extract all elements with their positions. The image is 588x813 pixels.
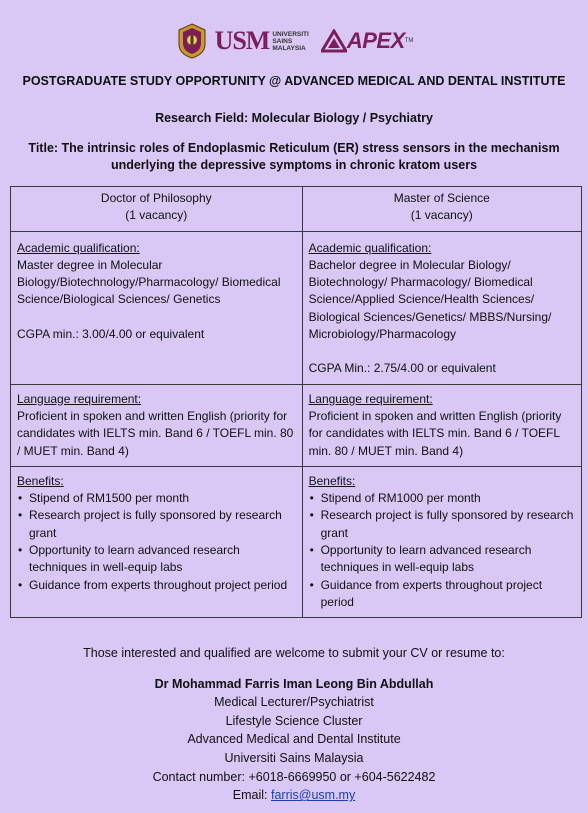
msc-header-cell: [302, 187, 581, 232]
list-item: • Guidance from experts throughout project period: [17, 577, 296, 594]
usm-logo-text: USM: [214, 26, 270, 55]
usm-full-name: UNIVERSITI SAINS MALAYSIA: [272, 30, 309, 52]
list-item: • Opportunity to learn advanced research techniques in well-equip labs: [309, 542, 575, 577]
list-item: • Stipend of RM1500 per month: [17, 490, 296, 507]
phd-benefits-list: [17, 490, 296, 594]
phd-cgpa: CGPA min.: 3.00/4.00 or equivalent: [17, 326, 205, 341]
phd-vacancy: (1 vacancy): [125, 208, 188, 223]
usm-logo: [215, 26, 309, 56]
phd-academic-cell: [11, 231, 303, 384]
msc-vacancy: (1 vacancy): [410, 208, 473, 223]
research-field: Research Field: Molecular Biology / Psychiatry: [155, 111, 433, 125]
msc-academic-label: Academic qualification:: [308, 240, 432, 255]
project-title-line-1: Title: The intrinsic roles of Endoplasmic Reticulum (ER) stress sensors in the mechanism: [28, 141, 560, 155]
phd-benefits-label: Benefits:: [17, 473, 64, 488]
footer-intro: Those interested and qualified are welcome to submit your CV or resume to:: [83, 646, 505, 660]
msc-cgpa: CGPA Min.: 2.75/4.00 or equivalent: [308, 361, 496, 376]
phd-language-text: Proficient in spoken and written English (priority for candidates with IELTS min. Band 6 / TOEFL min. 80 / MUET min. Band 4): [17, 408, 294, 458]
list-item: • Guidance from experts throughout project period: [309, 577, 575, 612]
msc-benefits-cell: [302, 466, 581, 617]
logo-bar: [0, 22, 588, 60]
phd-academic-label: Academic qualification:: [17, 240, 140, 255]
apex-logo-text: APEX: [346, 28, 405, 53]
contact-institute: Advanced Medical and Dental Institute: [187, 732, 401, 747]
phd-language-label: Language requirement:: [17, 391, 142, 406]
table-header-row: [11, 187, 582, 232]
academic-row: [11, 231, 582, 384]
contact-footer: [0, 644, 588, 805]
list-item: • Stipend of RM1000 per month: [309, 490, 575, 507]
apex-logo: [321, 28, 414, 54]
phd-language-cell: [11, 384, 303, 466]
apex-tm: TM: [404, 38, 414, 44]
msc-academic-cell: [302, 231, 581, 384]
contact-email-line: [0, 786, 588, 805]
phd-benefits-cell: [11, 466, 303, 617]
project-title-line-2: underlying the depressive symptoms in chronic kratom users: [110, 158, 478, 172]
msc-language-cell: [302, 384, 581, 466]
benefits-row: [11, 466, 582, 617]
msc-heading: Master of Science: [393, 191, 490, 205]
list-item: • Research project is fully sponsored by research grant: [17, 507, 296, 542]
msc-language-label: Language requirement:: [308, 391, 433, 406]
contact-name: Dr Mohammad Farris Iman Leong Bin Abdullah: [154, 676, 434, 691]
phd-header-cell: [11, 187, 303, 232]
language-row: [11, 384, 582, 466]
phd-academic-text: Master degree in Molecular Biology/Biotechnology/Pharmacology/ Biomedical Science/Biological Sciences/ Genetics: [17, 257, 281, 307]
contact-phone: Contact number: +6018-6669950 or +604-5622482: [152, 769, 436, 784]
contact-position: Medical Lecturer/Psychiatrist: [214, 695, 374, 710]
phd-heading: Doctor of Philosophy: [100, 191, 212, 205]
email-label: Email:: [232, 788, 271, 803]
msc-benefits-label: Benefits:: [308, 473, 356, 488]
project-title: [20, 140, 568, 174]
contact-cluster: Lifestyle Science Cluster: [225, 713, 363, 728]
apex-triangle-icon: [321, 29, 347, 53]
msc-language-text: Proficient in spoken and written English (priority for candidates with IELTS min. Band 6 / TOEFL min. 80 / MUET min. Band 4): [308, 408, 562, 458]
usm-crest-icon: [175, 22, 209, 60]
list-item: • Opportunity to learn advanced research techniques in well-equip labs: [17, 542, 296, 577]
msc-academic-text: Bachelor degree in Molecular Biology/ Biotechnology/ Pharmacology/ Biomedical Science/Applied Science/Health Sciences/ Biological Sciences/Genetics/ MBBS/Nursing/ Microbiology/Pharmacology: [308, 257, 552, 342]
msc-benefits-list: [309, 490, 575, 611]
email-link[interactable]: farris@usm.my: [270, 788, 356, 803]
programme-table: [10, 186, 582, 618]
contact-university: Universiti Sains Malaysia: [224, 750, 364, 765]
main-heading: POSTGRADUATE STUDY OPPORTUNITY @ ADVANCED MEDICAL AND DENTAL INSTITUTE: [22, 74, 566, 88]
list-item: • Research project is fully sponsored by research grant: [309, 507, 575, 542]
